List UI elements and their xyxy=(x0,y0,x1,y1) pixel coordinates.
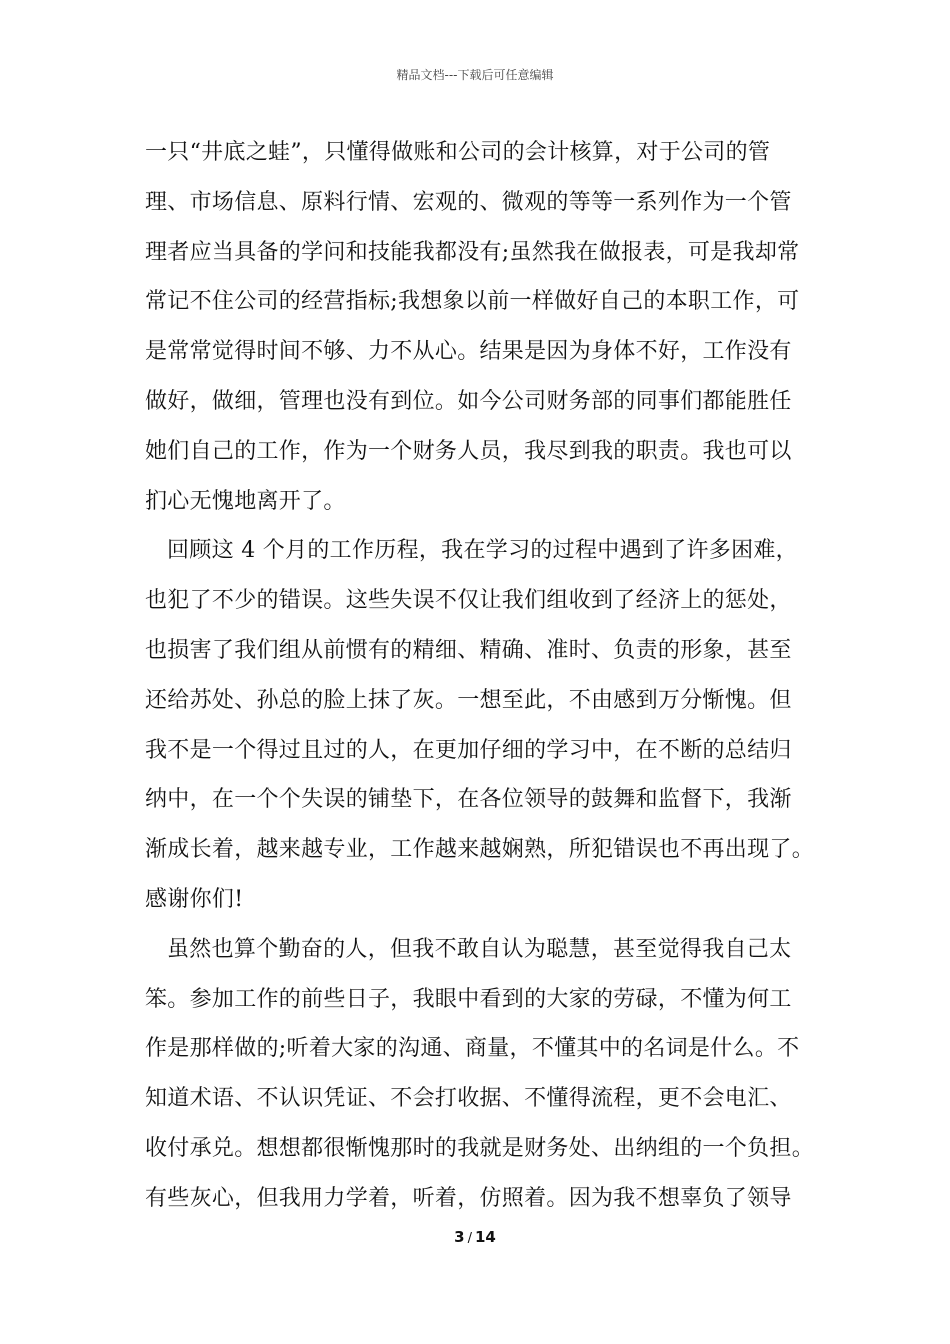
page-separator: / xyxy=(467,1231,472,1246)
text-line: 做好，做细，管理也没有到位。如今公司财务部的同事们都能胜任 xyxy=(145,388,792,414)
total-pages: 14 xyxy=(474,1228,496,1246)
text-line: 她们自己的工作，作为一个财务人员，我尽到我的职责。我也可以 xyxy=(145,438,792,464)
text-line: 理者应当具备的学问和技能我都没有;虽然我在做报表，可是我却常 xyxy=(145,239,800,265)
text-line: 一只“井底之蛙”，只懂得做账和公司的会计核算，对于公司的管 xyxy=(145,140,771,165)
text-line: 也犯了不少的错误。这些失误不仅让我们组收到了经济上的惩处， xyxy=(145,588,792,614)
text-line: 是常常觉得时间不够、力不从心。结果是因为身体不好，工作没有 xyxy=(145,339,792,365)
page-header: 精品文档---下载后可任意编辑 xyxy=(396,68,554,82)
text-line: 纳中，在一个个失误的铺垫下，在各位领导的鼓舞和监督下，我渐 xyxy=(145,787,792,813)
text-line: 收付承兑。想想都很惭愧那时的我就是财务处、出纳组的一个负担。 xyxy=(145,1135,815,1161)
text-line: 知道术语、不认识凭证、不会打收据、不懂得流程，更不会电汇、 xyxy=(145,1086,792,1112)
text-line: 渐成长着，越来越专业，工作越来越娴熟，所犯错误也不再出现了。 xyxy=(145,837,815,863)
text-line: 理、市场信息、原料行情、宏观的、微观的等等一系列作为一个管 xyxy=(145,189,792,215)
text-line: 也损害了我们组从前惯有的精细、精确、准时、负责的形象，甚至 xyxy=(145,637,792,663)
text-line: 有些灰心，但我用力学着，听着，仿照着。因为我不想辜负了领导 xyxy=(145,1185,792,1211)
text-line: 常记不住公司的经营指标;我想象以前一样做好自己的本职工作，可 xyxy=(145,289,800,315)
document-body xyxy=(145,128,815,1224)
text-line: 回顾这 4 个月的工作历程，我在学习的过程中遇到了许多困难， xyxy=(167,538,798,564)
text-line: 虽然也算个勤奋的人，但我不敢自认为聪慧，甚至觉得我自己太 xyxy=(167,936,792,962)
text-line: 笨。参加工作的前些日子，我眼中看到的大家的劳碌，不懂为何工 xyxy=(145,986,792,1012)
current-page: 3 xyxy=(454,1228,465,1246)
text-line: 扪心无愧地离开了。 xyxy=(145,488,346,514)
text-line: 感谢你们! xyxy=(145,886,244,912)
text-line: 还给苏处、孙总的脸上抹了灰。一想至此，不由感到万分惭愧。但 xyxy=(145,687,792,713)
text-line: 我不是一个得过且过的人，在更加仔细的学习中，在不断的总结归 xyxy=(145,737,792,763)
text-line: 作是那样做的;听着大家的沟通、商量，不懂其中的名词是什么。不 xyxy=(145,1036,800,1062)
page-number xyxy=(0,1228,950,1246)
